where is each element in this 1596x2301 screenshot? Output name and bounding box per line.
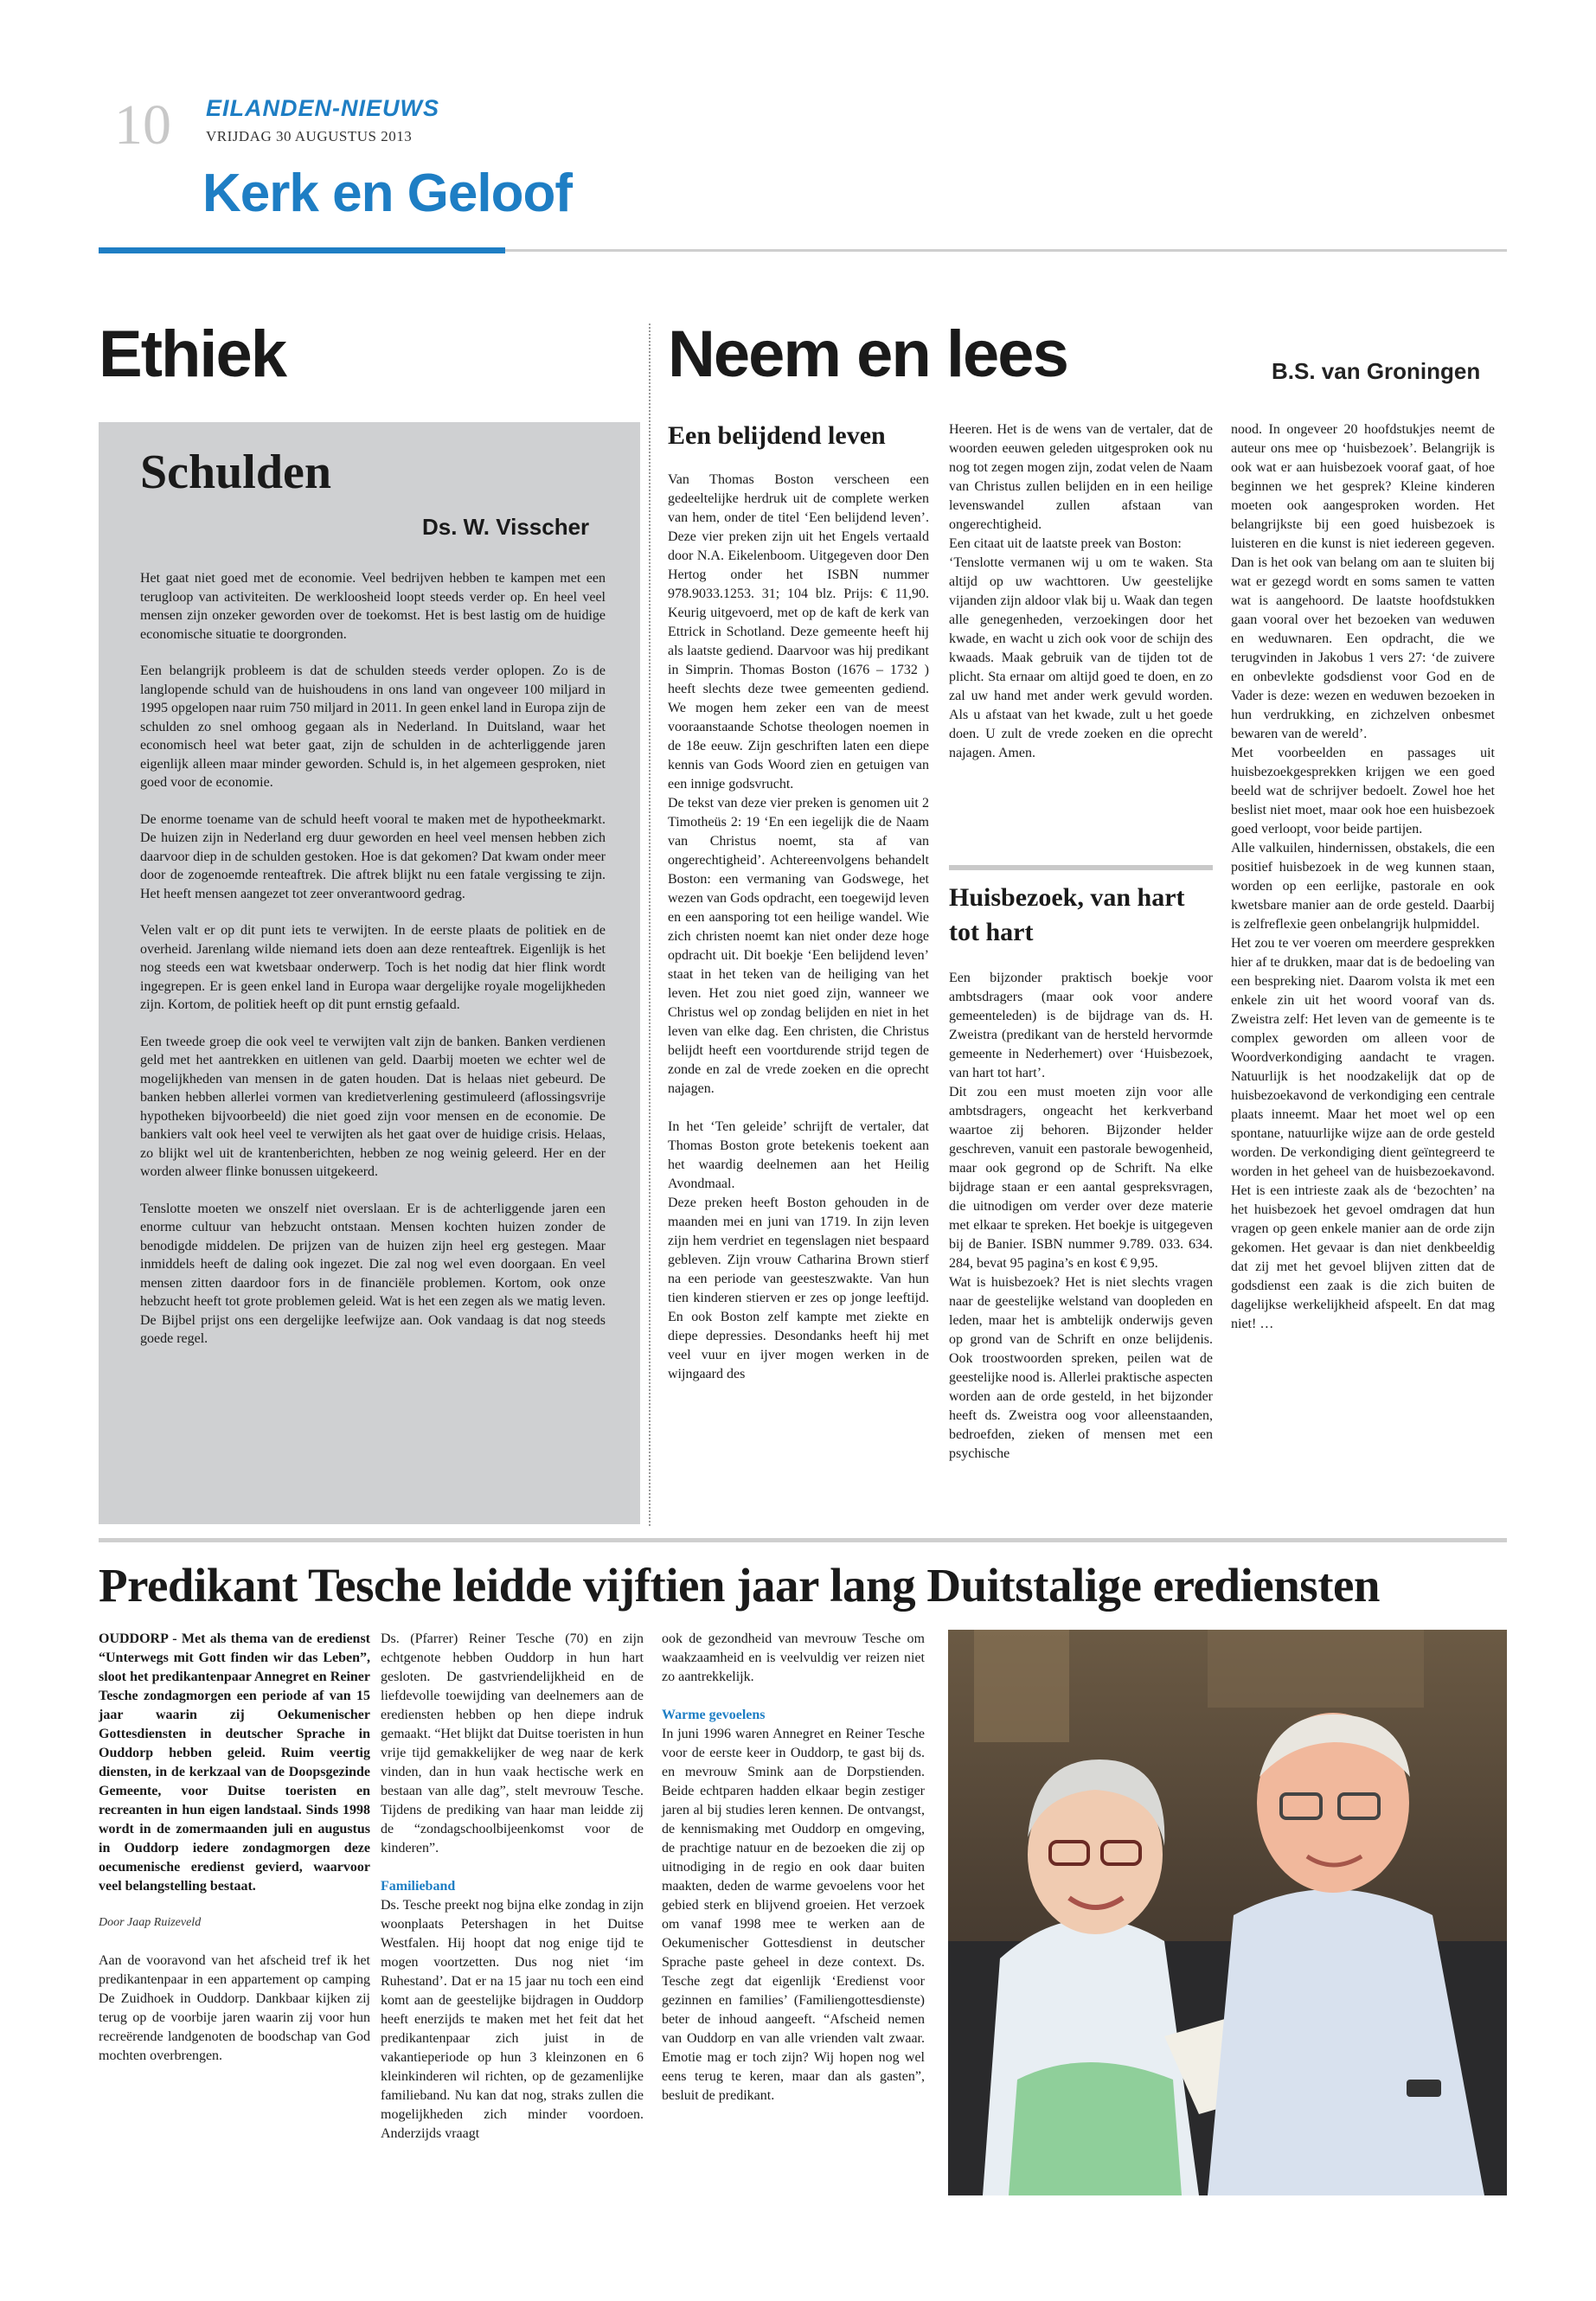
paragraph: ‘Tenslotte vermanen wij u om te waken. Sta altijd op uw wachttoren. Uw geestelijke vijanden zijn aldoor vlak bij u. Waak dan tegen alle genegenheden, verzoekingen door het kwade, en wacht u zich ook voor de schijn des kwaads. Maak gebruik van de tijden tot de plicht. Sta ernaar om altijd goed te doen, en zo zal uw hand met ander werk gevuld worden. Als u afstaat van het kwade, zult u het goede doen. U zult de vrede zoeken en die oprecht najagen. Amen.: [949, 555, 1213, 760]
paragraph: Wat is huisbezoek? Het is niet slechts vragen naar de geestelijke welstand van doopleden en leden, maar het is ambtelijk onderwijs geven op grond van de Schrift en onze belijdenis. Ook troostwoorden spreken, peilen wat de geestelijke nood is. Allerlei praktische aspecten worden aan de orde gesteld, in het bijzonder heeft ds. Zweistra oog voor alleenstaanden, bedroefden, zieken of mensen met een psychische: [949, 1275, 1213, 1461]
paragraph: Deze preken heeft Boston gehouden in de maanden mei en juni van 1719. In zijn leven zijn hem verdriet en tegenslagen niet bespaard gebleven. Zijn vrouw Catharina Brown stierf na een periode van geesteszwakte. Van hun tien kinderen stierven er zes op jonge leeftijd. En ook Boston zelf kampte met ziekte en diepe depressies. Desondanks heeft hij met veel vuur en ijver mogen werken in de wijngaard des: [668, 1195, 929, 1381]
article-column-1: [99, 1630, 370, 2066]
review-subtitle: Een belijdend leven: [668, 421, 886, 450]
section-rule-accent: [99, 247, 505, 253]
paragraph: Aan de vooravond van het afscheid tref ik het predikantenpaar in een appartement op camping De Zuidhoek in Ouddorp. Dankbaar kijken zij terug op de voorbije jaren waarin zij voor hun recreërende landgenoten de boodschap van God mochten overbrengen.: [99, 1953, 370, 2063]
paragraph: Van Thomas Boston verscheen een gedeeltelijke herdruk uit de complete werken van hem, onder de titel ‘Een belijdend leven’. Deze vier preken zijn uit het Engels vertaald door N.A. Eikelenboom. Uitgegeven door Den Hertog onder het ISBN nummer 978.9033.1253. 31; 104 blz. Prijs: € 11,90. Keurig uitgevoerd, met op de kaft de kerk van Ettrick in Schotland. Deze gemeente heeft hij als laatste gediend. Daarvoor was hij predikant in Simprin. Thomas Boston (1676 – 1732 ) heeft slechts deze twee gemeenten gediend. We mogen hem zeker een van de meest vooraanstaande Schotse theologen noemen in de 18e eeuw. Zijn geschriften laten een diepe kennis van Gods Woord zien en getuigen van een innige godsvrucht.: [668, 472, 929, 792]
intertitle: Warme gevoelens: [662, 1708, 766, 1722]
section-title: Kerk en Geloof: [202, 163, 572, 223]
paragraph: In juni 1996 waren Annegret en Reiner Tesche voor de eerste keer in Ouddorp, te gast bij ds. en mevrouw Smink aan de Dorpstienden. Beide echtparen hadden elkaar begin zestiger jaren al bij studies leren kennen. De ontvangst, de kennismaking met Ouddorp en omgeving, de prachtige natuur en de bezoeken die zij op uitnodiging in de regio en ook daar buiten maakten, deden de warme gevoelens voor het gebied sterk en blijvend groeien. Het verzoek om vanaf 1998 mee te werken aan de Oekumenischer Gottesdienst in deutscher Sprache paste geheel in deze context. Ds. Tesche zegt dat eigenlijk ‘Eredienst voor gezinnen en families’ (Familiengottesdienste) beter de inhoud aangeeft. “Afscheid nemen van Ouddorp en van alle vrienden valt zwaar. Emotie mag er toch zijn? Wij hopen nog wel eens terug te keren, maar dan als gasten”, besluit de predikant.: [662, 1727, 925, 2103]
article-headline: Predikant Tesche leidde vijftien jaar lang Duitstalige erediensten: [99, 1559, 1381, 1612]
article-column-3: [662, 1630, 925, 2106]
section-rule: [505, 249, 1507, 252]
couple-photo: [948, 1630, 1507, 2195]
paragraph: Het zou te ver voeren om meerdere gesprekken hier af te drukken, maar dat is de bedoeling van een bespreking niet. Daarom volsta ik met een enkele zin uit het woord vooraf van ds. Zweistra zelf: Het leven van de gemeente is te complex geworden om alleen voor de Woordverkondiging aandacht te vragen. Natuurlijk is het noodzakelijk dat op de huisbezoekavond de verkondiging een centrale plaats inneemt. Maar het moet wel op een spontane, natuurlijke wijze aan de orde gesteld worden. De verkondiging dient geïntegreerd te worden in het geheel van de huisbezoekavond. Het is een intrieste zaak als de ‘bezochten’ na het huisbezoek het gevoel omdragen dat hun vragen op geen enkele manier aan de orde zijn gekomen. Het gevaar is dan niet denkbeeldig dat zij met het gevoel blijven zitten dat de godsdienst een zaak is die zich buiten de dagelijkse werkelijkheid afspeelt. En dat mag niet! …: [1231, 936, 1495, 1331]
paragraph: Ds. Tesche preekt nog bijna elke zondag in zijn woonplaats Petershagen in het Duitse Westfalen. Hij hoopt dat nog enige tijd te mogen voortzetten. Dus nog niet ‘im Ruhestand’. Dat er na 15 jaar nu toch een eind komt aan de geestelijke bijdragen in Ouddorp heeft enerzijds te maken met het feit dat het predikantenpaar zich juist in de vakantieperiode op hun 3 kleinzonen en 6 kleinkinderen wil richten, op de gezamenlijke familieband. Nu kan dat nog, straks zullen die mogelijkheden zich minder voordoen. Anderzijds vraagt: [381, 1898, 644, 2141]
paragraph: De tekst van deze vier preken is genomen uit 2 Timotheüs 2: 19 ‘En een iegelijk die de Naam van Christus noemt, sta af van ongerechtigheid’. Achtereenvolgens behandelt Boston: een vermaning van Godswege, het wezen van Gods opdracht, een toegewijd leven en een aansporing tot een heilige wandel. Wie zich christen noemt kan niet onder deze hoge opdracht uit. Dit boekje ‘Een belijdend leven’ staat in het teken van de heiliging van het leven. Het zou niet goed zijn, wanneer we Christus wel op zondag belijden en niet in het leven van elke dag. Een christen, die Christus belijdt heeft een voortdurende strijd tegen de zonde en zal de vrede zoeken en die oprecht najagen.: [668, 796, 929, 1096]
photo-illustration: [948, 1630, 1507, 2195]
article-body: [140, 569, 606, 1367]
article-title: Schulden: [140, 445, 331, 499]
article-lead: OUDDORP - Met als thema van de eredienst “Unterwegs mit Gott finden wir das Leben”, sloot het predikantenpaar Annegret en Reiner Tesche zondagmorgen een periode af van 15 jaar waarin zij Oekumenischer Gottesdiensten in deutscher Sprache in Ouddorp hebben geleid. Ruim veertig diensten, in de kerkzaal van de Doopsgezinde Gemeente, voor Duitse toeristen en recreanten in hun eigen landstaal. Sinds 1998 wordt in de zomermaanden juli en augustus in Ouddorp iedere zondagmorgen deze oecumenische eredienst gevierd, waarvoor veel belangstelling bestaat.: [99, 1631, 370, 1894]
article-byline: Door Jaap Ruizeveld: [99, 1916, 202, 1929]
paragraph: Met voorbeelden en passages uit huisbezoekgesprekken krijgen we een goed beeld wat de schrijver bedoelt. Zowel hoe het beslist niet moet, maar ook hoe een huisbezoek goed verloopt, voor beide partijen.: [1231, 746, 1495, 836]
paragraph: Het gaat niet goed met de economie. Veel bedrijven hebben te kampen met een terugloop van activiteiten. De werkloosheid loopt steeds verder op. En heel veel mensen zijn onzeker geworden over de toekomst. Het is best lastig om de huidige economische situatie te doorgronden.: [140, 571, 606, 642]
article-author: Ds. W. Visscher: [422, 514, 590, 540]
paragraph: Dit zou een must moeten zijn voor alle ambtsdragers, ongeacht het kerkverband waartoe zij behoren. Bijzonder helder geschreven, vanuit een pastorale bewogenheid, maar ook gegrond op de Schrift. Na elke bijdrage staan er een aantal gespreksvragen, die uitnodigen om verder over deze materie met elkaar te spreken. Het boekje is uitgegeven bij de Banier. ISBN nummer 9.789. 033. 634. 284, bevat 95 pagina’s en kost € 9,95.: [949, 1085, 1213, 1271]
page-number: 10: [114, 93, 171, 157]
paragraph: Tenslotte moeten we onszelf niet overslaan. Er is de achterliggende jaren een enorme cultuur van hebzucht ontstaan. Mensen kochten huizen zonder de benodigde middelen. De prijzen van de huizen zijn heel erg gestegen. Maar inmiddels heeft de daling ook ingezet. Die zal nog wel even doorgaan. En veel mensen zitten daardoor fors in de financiële problemen. Kortom, ook onze hebzucht heeft tot grote problemen geleid. Wat is het een zegen als we matig leven. De Bijbel prijst ons een dergelijke leefwijze aan. Ook vandaag is dat nog steeds goede regel.: [140, 1201, 606, 1346]
paragraph: Een tweede groep die ook veel te verwijten valt zijn de banken. Banken verdienen geld met het aantrekken en uitlenen van geld. Daarbij moeten we echter wel de mogelijkheden van mensen in de gaten houden. Dat is helaas niet gebeurd. De banken hebben allerlei vormen van kredietverlening gestimuleerd (aflossingsvrije hypotheken bijvoorbeeld) die niet goed zijn voor mensen en de economie. De bankiers valt ook heel veel te verwijten als het gaat over de huidige crisis. Helaas, zo blijkt wel uit de krantenberichten, hebben ze nog weinig geleerd. Her en der worden alweer flinke bonussen uitgekeerd.: [140, 1034, 606, 1179]
paragraph: Alle valkuilen, hindernissen, obstakels, die een positief huisbezoek in de weg kunnen staan, worden op een eerlijke, pastorale en ook kwetsbare manier aan de orde gesteld. Daarbij is zelfreflexie geen onbelangrijk hulpmiddel.: [1231, 841, 1495, 932]
paragraph: Heeren. Het is de wens van de vertaler, dat de woorden eeuwen geleden uitgesproken ook nu nog tot zegen mogen zijn, zodat velen de Naam van Christus zullen belijden en in een heilige levenswandel zullen afstaan van ongerechtigheid.: [949, 422, 1213, 532]
review-column-1: [668, 471, 929, 1384]
neem-author: B.S. van Groningen: [1272, 358, 1481, 384]
paragraph: ook de gezondheid van mevrouw Tesche om waakzaamheid en is veelvuldig ver reizen niet zo aantrekkelijk.: [662, 1631, 925, 1684]
review-column-2b: [949, 969, 1213, 1464]
paragraph: nood. In ongeveer 20 hoofdstukjes neemt de auteur ons mee op ‘huisbezoek’. Belangrijk is ook wat er aan huisbezoek vooraf gaat, of hoe beginnen we het gesprek? Kleine kinderen moeten ook aangesproken worden. Het belangrijkste bij een goed huisbezoek is luisteren en die kunst is niet iedereen gegeven. Dan is het ook van belang om aan te sluiten bij wat er gezegd wordt en soms samen te vatten wat is aangehoord. De laatste hoofdstukken gaan vooral over het bezoeken van weduwen en weduwnaren. Een opdracht, die we terugvinden in Jakobus 1 vers 27: ‘de zuivere en onbevlekte godsdienst voor God en de Vader is deze: wezen en weduwen bezoeken in hun verdrukking, en zichzelven onbesmet bewaren van de wereld’.: [1231, 422, 1495, 741]
paragraph: De enorme toename van de schuld heeft vooral te maken met de hypotheekmarkt. De huizen zijn in Nederland erg duur geworden en heel veel mensen hebben zich daarvoor diep in de schulden gestoken. Hoe is dat gekomen? Dat kwam onder meer door de zogenoemde renteaftrek. Die aftrek blijkt nu een fatale vergissing te zijn. Het heeft mensen aangezet tot zeer onverantwoord gedrag.: [140, 811, 606, 901]
paragraph: Een belangrijk probleem is dat de schulden steeds verder oplopen. Zo is de langlopende schuld van de huishoudens in ons land van ongeveer 100 miljard in 1995 opgelopen naar ruim 750 miljard in 2011. In geen enkel land in Europa zijn de schulden zo snel omhoog gegaan als in Nederland. In Duitsland, waar het economisch heel wat beter gaat, zijn de schulden in de achterliggende jaren eigenlijk alleen maar minder geworden. Schuld is, in het algemeen gesproken, niet goed voor de economie.: [140, 663, 606, 790]
ethiek-column-title: Ethiek: [99, 317, 286, 391]
paragraph: Velen valt er op dit punt iets te verwijten. In de eerste plaats de politiek en de overheid. Jarenlang wilde niemand iets doen aan deze renteaftrek. Eigenlijk is het nog steeds een wat kwetsbaar onderwerp. Toch is het nodig dat hier flink wordt ingegrepen. Er is geen enkel land in Europa waar dergelijke royale mogelijkheden zijn. Kortom, de politiek heeft op dit punt ernstig gefaald.: [140, 923, 606, 1012]
review-subtitle: Huisbezoek, van hart tot hart: [949, 883, 1185, 946]
paragraph: Een bijzonder praktisch boekje voor ambtsdragers (maar ook voor andere gemeenteleden) is de bijdrage van ds. H. Zweistra (predikant van de hersteld hervormde gemeente in Nederhemert) over ‘Huisbezoek, van hart tot hart’.: [949, 971, 1213, 1080]
paragraph: Een citaat uit de laatste preek van Boston:: [949, 536, 1182, 551]
paragraph: In het ‘Ten geleide’ schrijft de vertaler, dat Thomas Boston grote betekenis toekent aan het waardig deelnemen aan het Heilig Avondmaal.: [668, 1119, 929, 1191]
article-column-2: [381, 1630, 644, 2144]
review-column-3: [1231, 420, 1495, 1334]
masthead-logo: EILANDEN-NIEUWS: [206, 95, 439, 121]
column-separator: [649, 324, 651, 1526]
article-divider: [99, 1538, 1507, 1542]
review-column-2: [949, 420, 1213, 763]
subtitle-rule: [949, 865, 1213, 870]
page-date: VRIJDAG 30 AUGUSTUS 2013: [206, 128, 413, 144]
paragraph: Ds. (Pfarrer) Reiner Tesche (70) en zijn echtgenote hebben Ouddorp in hun hart gesloten. De gastvriendelijkheid en de liefdevolle toewijding van deelnemers aan de erediensten hebben op hen diepe indruk gemaakt. “Het blijkt dat Duitse toeristen in hun vrije tijd gemakkelijker de weg naar de kerk vinden, dan in hun vaak hectische werk en bestaan van alle dag”, stelt mevrouw Tesche. Tijdens de prediking van haar man leidde zij de “zondagschoolbijeenkomst voor de kinderen”.: [381, 1631, 644, 1856]
intertitle: Familieband: [381, 1879, 456, 1894]
neem-column-title: Neem en lees: [668, 317, 1067, 391]
